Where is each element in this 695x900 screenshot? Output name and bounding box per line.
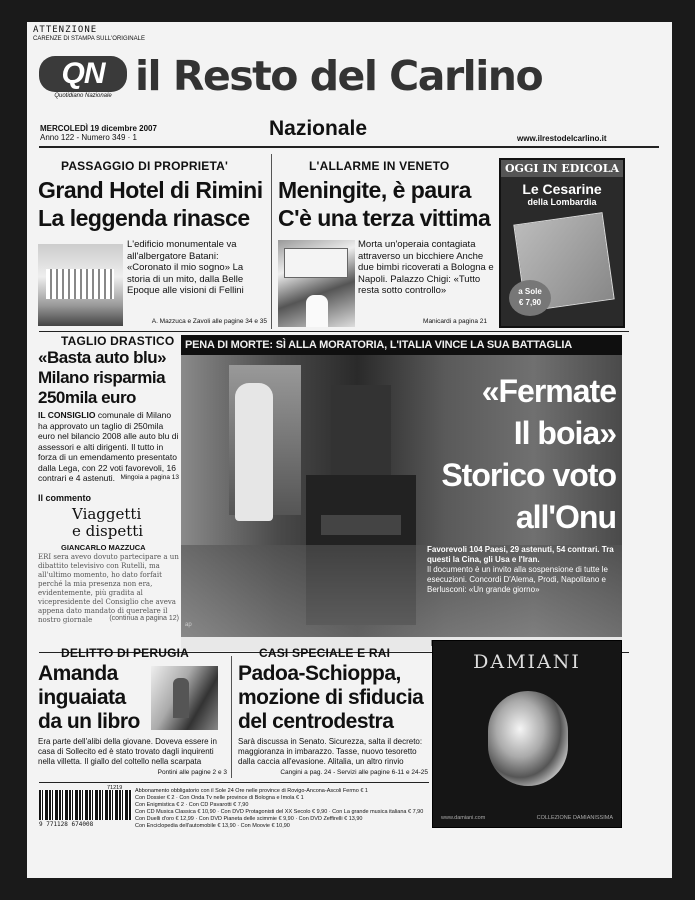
stamp-line1: ATTENZIONE: [33, 25, 98, 35]
newspaper-title: il Resto del Carlino: [135, 52, 543, 100]
photo-credit: ap: [185, 622, 192, 628]
taglio-lead: IL CONSIGLIO: [38, 410, 96, 420]
qn-logo-sub: Quotidiano Nazionale: [54, 93, 112, 99]
edition-label: Nazionale: [269, 117, 368, 140]
commento-continues[interactable]: (continua a pagina 12): [109, 615, 179, 622]
footer-line5: Con Duelli d'oro € 12,99 · Con DVD Pianeta delle scimmie € 9,90 · Con DVD Zeffirelli € 13,90: [135, 816, 363, 822]
rimini-headline1[interactable]: Grand Hotel di Rimini: [38, 177, 263, 203]
rai-headline2[interactable]: mozione di sfiducia: [238, 686, 424, 709]
rimini-kicker: PASSAGGIO DI PROPRIETA': [61, 159, 229, 173]
ad-foot-left: www.damiani.com: [441, 815, 486, 821]
commento-kicker: Il commento: [38, 493, 92, 503]
ad-brand: DAMIANI: [473, 651, 581, 673]
perugia-headline2[interactable]: inguaiata: [38, 686, 126, 709]
promo-price-badge: [509, 280, 551, 316]
section-rule-3: [39, 782, 429, 783]
ring-image: [488, 691, 568, 786]
damiani-ad[interactable]: [432, 640, 622, 828]
qn-logo-mark: QN: [39, 56, 127, 92]
footer-line4: Con CD Musica Classica € 10,90 · Con DVD Protagonisti del XX Secolo € 9,90 · Con La grande musica italiana € 7,90: [135, 809, 424, 815]
perugia-headline1[interactable]: Amanda: [38, 662, 118, 685]
commento-title2[interactable]: e dispetti: [72, 522, 144, 540]
promo-title: Le Cesarine: [522, 181, 602, 197]
perugia-photo: [151, 666, 218, 730]
perugia-ref[interactable]: Pontini alle pagine 2 e 3: [157, 769, 227, 776]
rai-body: Sarà discussa in Senato. Sicurezza, salta il decreto: maggioranza in imbarazzo. Tasse, nuovo tesoretto dalla caccia all'evasione. Alitalia, un altro rinvio: [238, 737, 423, 766]
promo-price: € 7,90: [518, 298, 542, 307]
main-story: [181, 335, 622, 637]
newspaper-front-page: [27, 22, 672, 878]
barcode-digits: 9 771128 674008: [39, 821, 94, 828]
qn-logo: [39, 56, 127, 104]
promo-price-label: a Sole: [518, 287, 542, 296]
main-headline4[interactable]: all'Onu: [515, 499, 616, 535]
column-rule-2: [231, 656, 232, 778]
issue-number: Anno 122 - Numero 349 · 1: [40, 133, 137, 142]
veneto-headline1[interactable]: Meningite, è paura: [278, 177, 471, 203]
taglio-body-text: comunale di Milano ha approvato un taglio di 250mila euro nel bilancio 2008 alle auto blu di assessori e alti dirigenti. Il tutto in forza di un emendamento presentato dalla Lega, con 22 voti favorevoli, 16 contrari e 4 astenuti.: [38, 410, 179, 483]
main-banner: PENA DI MORTE: SÌ ALLA MORATORIA, L'ITALIA VINCE LA SUA BATTAGLIA: [185, 339, 573, 351]
rai-kicker: CASI SPECIALE E RAI: [259, 646, 391, 660]
issue-date: MERCOLEDÌ 19 dicembre 2007: [40, 124, 157, 133]
site-url: www.ilrestodelcarlino.it: [517, 134, 607, 143]
taglio-body: [38, 410, 179, 484]
taglio-ref[interactable]: Mingoia a pagina 13: [120, 474, 179, 481]
footer-line1: Abbonamento obbligatorio con il Sole 24 Ore nelle province di Rovigo-Ancona-Ascoli Fermo € 1: [135, 788, 368, 794]
main-summary-bold: Favorevoli 104 Paesi, 29 astenuti, 54 contrari. Tra questi la Cina, gli Usa e l'Iran.: [427, 545, 614, 564]
main-headline3[interactable]: Storico voto: [441, 457, 616, 493]
main-headline1[interactable]: «Fermate: [481, 373, 616, 409]
commento-author: GIANCARLO MAZZUCA: [61, 543, 146, 552]
rimini-ref[interactable]: A. Mazzuca e Zavoli alle pagine 34 e 35: [151, 318, 267, 325]
ambulance-photo: [278, 240, 355, 327]
commento-title1[interactable]: Viaggetti: [72, 505, 142, 523]
taglio-headline2[interactable]: Milano risparmia: [38, 368, 166, 387]
stamp: [33, 25, 183, 42]
stamp-line2: CARENZE DI STAMPA SULL'ORIGINALE: [33, 36, 145, 42]
main-summary: Il documento è un invito alla sospensione di tutte le esecuzioni. Concordi D'Alema, Prodi, Napolitano e Berlusconi: «Un grande giorno»: [427, 565, 609, 594]
veneto-body: Morta un'operaia contagiata attraverso un bicchiere Anche due bimbi ricoverati a Bologna e Napoli. Palazzo Chigi: «Tutto resta sotto controllo»: [358, 239, 494, 296]
promo-subtitle: della Lombardia: [527, 197, 597, 207]
ad-foot-right: COLLEZIONE DAMIANISSIMA: [536, 815, 613, 821]
column-rule-1: [271, 154, 272, 329]
promo-box[interactable]: [499, 158, 625, 328]
footer-line3: Con Enigmistica € 2 · Con CD Pavarotti € 7,90: [135, 802, 249, 808]
promo-top: OGGI IN EDICOLA: [501, 160, 623, 177]
perugia-body: Era parte dell'alibi della giovane. Doveva essere in casa di Sollecito ed è stato trovato dagli inquirenti nella villetta. Il giallo del coltello nella scarpata: [38, 737, 217, 766]
taglio-kicker: TAGLIO DRASTICO: [61, 334, 175, 348]
veneto-headline2[interactable]: C'è una terza vittima: [278, 205, 491, 231]
section-rule-1: [39, 331, 629, 332]
rai-headline3[interactable]: del centrodestra: [238, 710, 394, 733]
rimini-body: L'edificio monumentale va all'albergatore Batani: «Coronato il mio sogno» La storia di un mito, dalla Belle Epoque alle visioni di Fellini: [127, 239, 244, 296]
rai-headline1[interactable]: Padoa-Schioppa,: [238, 662, 401, 685]
rimini-headline2[interactable]: La leggenda rinasce: [38, 205, 250, 231]
rimini-hotel-photo: [38, 244, 123, 326]
perugia-kicker: DELITTO DI PERUGIA: [61, 646, 190, 660]
perugia-headline3[interactable]: da un libro: [38, 710, 140, 733]
taglio-headline3[interactable]: 250mila euro: [38, 388, 136, 407]
footer-line2: Con Dossier € 2 · Con Onda Tv nelle province di Bologna e Imola € 1: [135, 795, 304, 801]
main-headline2[interactable]: Il boia»: [513, 415, 616, 451]
barcode-code-top: 71219: [107, 785, 123, 791]
commento-body: ERI sera avevo dovuto partecipare a un dibattito televisivo con Rutelli, ma all'ultimo momento, ho dato forfait perché la mia presenza non era, evidentemente, più gradita al vicepresidente del Consiglio che aveva appena dato mandato di querelare il nostro giornale: [38, 553, 179, 624]
veneto-kicker: L'ALLARME IN VENETO: [309, 159, 450, 173]
footer-prices: [135, 788, 430, 830]
rai-ref[interactable]: Cangini a pag. 24 - Servizi alle pagine 6-11 e 24-25: [280, 769, 428, 776]
footer-line6: Con Enciclopedia dell'automobile € 13,90 · Con Moovie € 10,90: [135, 823, 290, 829]
barcode: [39, 790, 132, 820]
veneto-ref[interactable]: Manicardi a pagina 21: [423, 318, 487, 325]
masthead-rule: [39, 146, 659, 148]
taglio-headline1[interactable]: «Basta auto blu»: [38, 348, 167, 367]
